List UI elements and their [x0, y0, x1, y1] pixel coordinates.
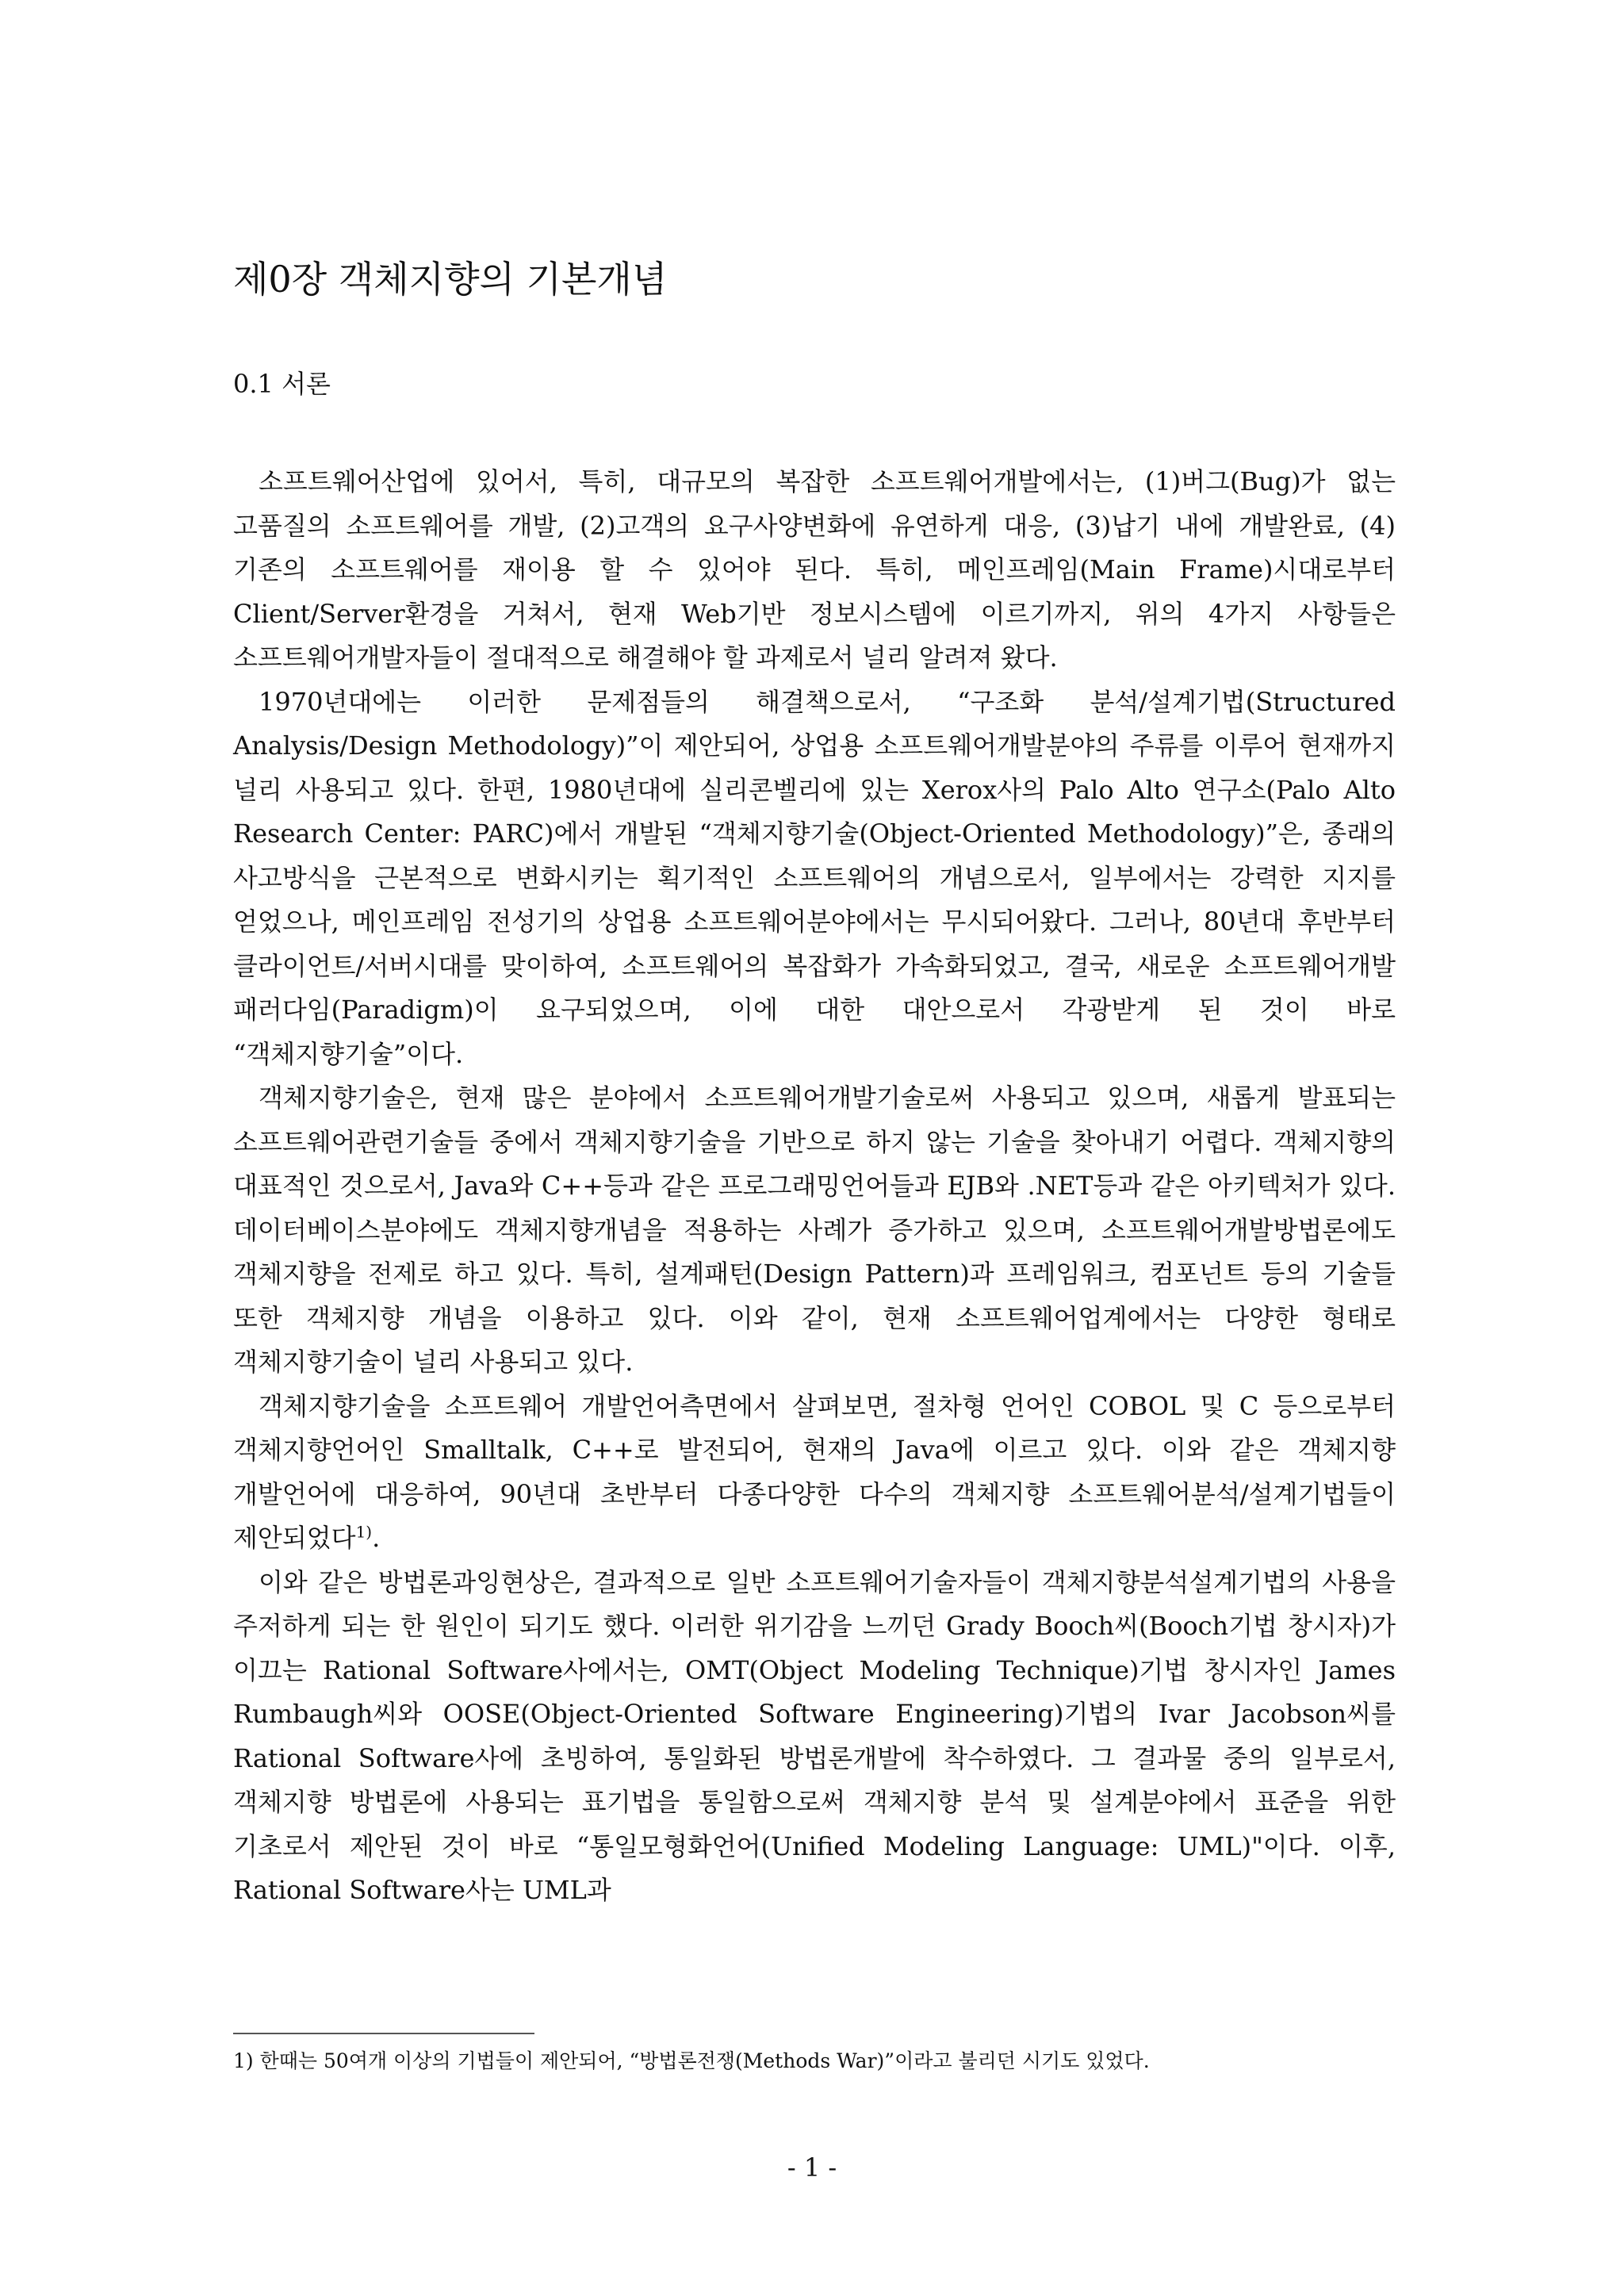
footnote-divider	[233, 2033, 534, 2034]
footnote-reference[interactable]: 1)	[355, 1522, 373, 1542]
body-text	[233, 460, 1396, 1913]
chapter-title: 제0장 객체지향의 기본개념	[233, 258, 668, 301]
paragraph-1	[233, 460, 1396, 680]
paragraph-4	[233, 1385, 1396, 1561]
paragraph-2	[233, 680, 1396, 1077]
section-title: 0.1 서론	[233, 369, 331, 399]
paragraph-5-text: 이와 같은 방법론과잉현상은, 결과적으로 일반 소프트웨어기술자들이 객체지향분석설계기법의 사용을 주저하게 되는 한 원인이 되기도 했다. 이러한 위기감을 느끼던 Grady Booch씨(Booch기법 창시자)가 이끄는 Rational Software사에서는, OMT(Object Modeling Technique)기법 창시자인 James Rumbaugh씨와 OOSE(Object-Oriented Software Engineering)기법의 Ivar Jacobson씨를 Rational Software사에 초빙하여, 통일화된 방법론개발에 착수하였다. 그 결과물 중의 일부로서, 객체지향 방법론에 사용되는 표기법을 통일함으로써 객체지향 분석 및 설계분야에서 표준을 위한 기초로서 제안된 것이 바로 “통일모형화언어(Unified Modeling Language: UML)"이다. 이후, Rational Software사는 UML과	[233, 1566, 1396, 1905]
page-number: - 1 -	[787, 2152, 837, 2183]
paragraph-3	[233, 1076, 1396, 1385]
paragraph-4-text: 객체지향기술을 소프트웨어 개발언어측면에서 살펴보면, 절차형 언어인 COBOL 및 C 등으로부터 객체지향언어인 Smalltalk, C++로 발전되어, 현재의 Java에 이르고 있다. 이와 같은 객체지향 개발언어에 대응하여, 90년대 초반부터 다종다양한 다수의 객체지향 소프트웨어분석/설계기법들이 제안되었다	[233, 1390, 1396, 1553]
paragraph-2-text: 1970년대에는 이러한 문제점들의 해결책으로서, “구조화 분석/설계기법(Structured Analysis/Design Methodology)”이 제안되어, 상업용 소프트웨어개발분야의 주류를 이루어 현재까지 널리 사용되고 있다. 한편, 1980년대에 실리콘벨리에 있는 Xerox사의 Palo Alto 연구소(Palo Alto Research Center: PARC)에서 개발된 “객체지향기술(Object-Oriented Methodology)”은, 종래의 사고방식을 근본적으로 변화시키는 획기적인 소프트웨어의 개념으로서, 일부에서는 강력한 지지를 얻었으나, 메인프레임 전성기의 상업용 소프트웨어분야에서는 무시되어왔다. 그러나, 80년대 후반부터 클라이언트/서버시대를 맞이하여, 소프트웨어의 복잡화가 가속화되었고, 결국, 새로운 소프트웨어개발 패러다임(Paradigm)이 요구되었으며, 이에 대한 대안으로서 각광받게 된 것이 바로 “객체지향기술”이다.	[233, 686, 1396, 1069]
paragraph-3-text: 객체지향기술은, 현재 많은 분야에서 소프트웨어개발기술로써 사용되고 있으며, 새롭게 발표되는 소프트웨어관련기술들 중에서 객체지향기술을 기반으로 하지 않는 기술을 찾아내기 어렵다. 객체지향의 대표적인 것으로서, Java와 C++등과 같은 프로그래밍언어들과 EJB와 .NET등과 같은 아키텍처가 있다. 데이터베이스분야에도 객체지향개념을 적용하는 사례가 증가하고 있으며, 소프트웨어개발방법론에도 객체지향을 전제로 하고 있다. 특히, 설계패턴(Design Pattern)과 프레임워크, 컴포넌트 등의 기술들 또한 객체지향 개념을 이용하고 있다. 이와 같이, 현재 소프트웨어업계에서는 다양한 형태로 객체지향기술이 널리 사용되고 있다.	[233, 1083, 1396, 1377]
paragraph-1-text: 소프트웨어산업에 있어서, 특히, 대규모의 복잡한 소프트웨어개발에서는, (1)버그(Bug)가 없는 고품질의 소프트웨어를 개발, (2)고객의 요구사양변화에 유연하게 대응, (3)납기 내에 개발완료, (4)기존의 소프트웨어를 재이용 할 수 있어야 된다. 특히, 메인프레임(Main Frame)시대로부터 Client/Server환경을 거쳐서, 현재 Web기반 정보시스템에 이르기까지, 위의 4가지 사항들은 소프트웨어개발자들이 절대적으로 해결해야 할 과제로서 널리 알려져 왔다.	[233, 466, 1396, 673]
paragraph-4-tail: .	[372, 1523, 381, 1553]
paragraph-5	[233, 1561, 1396, 1913]
footnote: 1) 한때는 50여개 이상의 기법들이 제안되어, “방법론전쟁(Methods War)”이라고 불리던 시기도 있었다.	[233, 2049, 1150, 2072]
